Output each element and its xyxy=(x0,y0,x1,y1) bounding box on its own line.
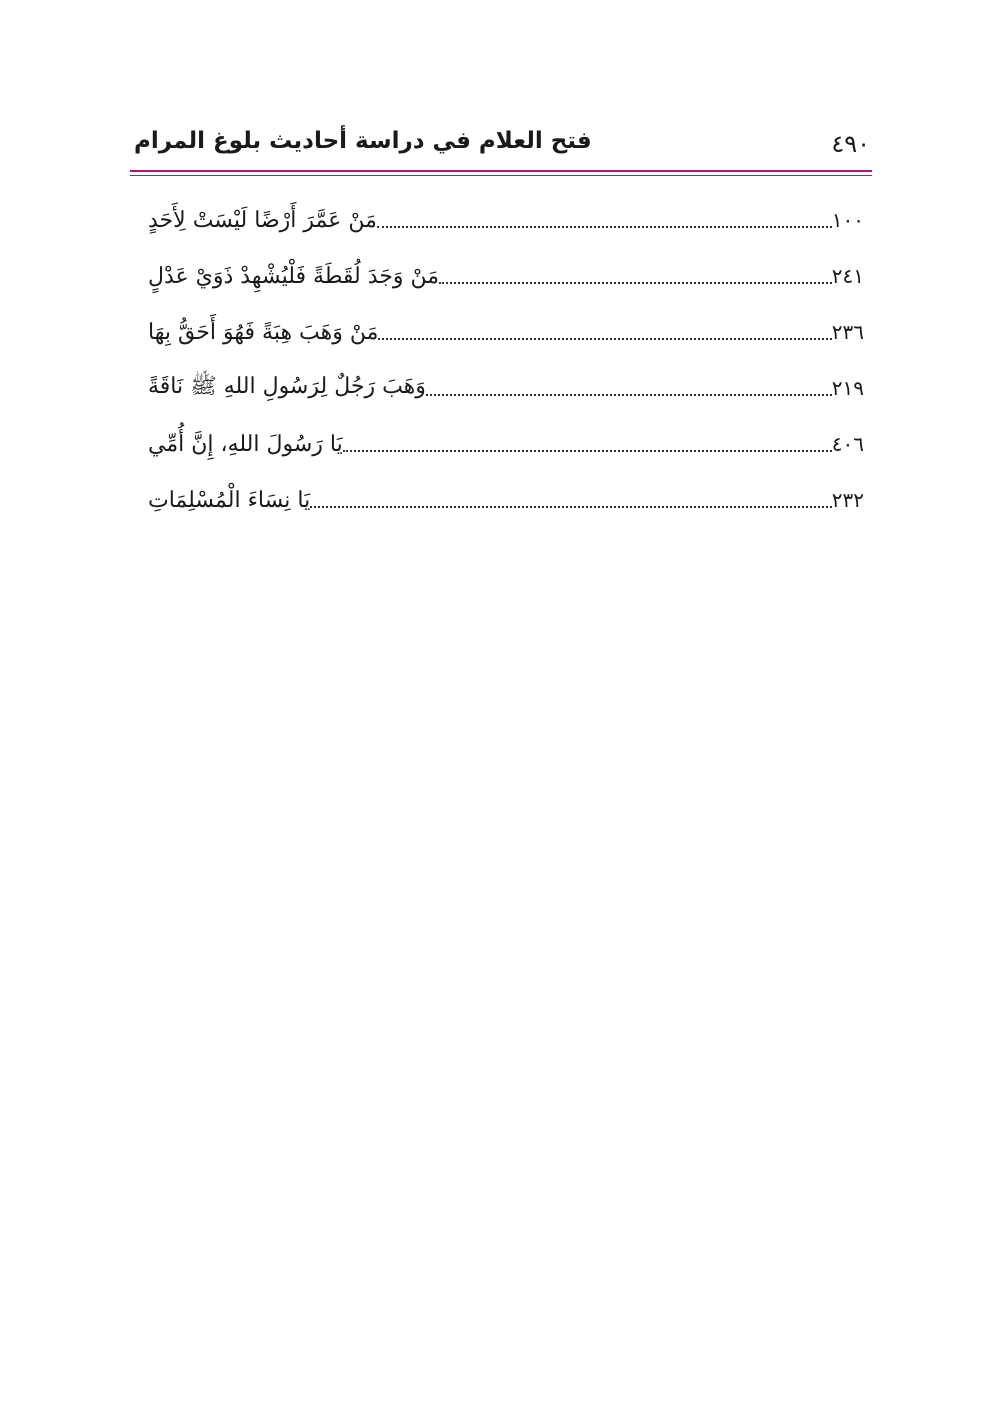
index-entry-page: ٢٣٦ xyxy=(831,320,864,344)
dot-leader xyxy=(378,316,831,340)
index-entry-page: ٤٠٦ xyxy=(831,432,864,456)
dot-leader xyxy=(426,372,832,396)
dot-leader xyxy=(439,260,832,284)
index-row xyxy=(134,472,870,528)
dot-leader xyxy=(310,484,832,508)
index-entry-page: ٢٤١ xyxy=(831,264,864,288)
header-rule-thin xyxy=(130,175,872,176)
index-entry-page: ٢١٩ xyxy=(831,376,864,400)
running-title: فتح العلام في دراسة أحاديث بلوغ المرام xyxy=(134,128,592,154)
index-row xyxy=(134,416,870,472)
dot-leader xyxy=(343,428,832,452)
index-entry-page: ١٠٠ xyxy=(831,208,864,232)
index-entry-text: مَنْ وَهَبَ هِبَةً فَهُوَ أَحَقُّ بِهَا xyxy=(148,319,379,345)
hadith-index-list xyxy=(134,192,870,528)
index-row xyxy=(134,192,870,248)
index-entry-text: وَهَبَ رَجُلٌ لِرَسُولِ اللهِ ﷺ نَاقَةً xyxy=(148,374,426,399)
index-entry-text: مَنْ عَمَّرَ أَرْضًا لَيْسَتْ لِأَحَدٍ xyxy=(148,207,377,233)
page-header xyxy=(134,128,870,168)
index-row xyxy=(134,304,870,360)
index-row xyxy=(134,360,870,416)
index-entry-text: مَنْ وَجَدَ لُقَطَةً فَلْيُشْهِدْ ذَوَيْ عَدْلٍ xyxy=(148,263,439,289)
index-row xyxy=(134,248,870,304)
header-rule-thick xyxy=(130,170,872,172)
page-number: ٤٩٠ xyxy=(831,130,870,158)
index-entry-page: ٢٣٢ xyxy=(831,488,864,512)
dot-leader xyxy=(377,204,832,228)
index-entry-text: يَا نِسَاءَ الْمُسْلِمَاتِ xyxy=(148,487,311,513)
index-entry-text: يَا رَسُولَ اللهِ، إِنَّ أُمِّي xyxy=(148,431,343,457)
